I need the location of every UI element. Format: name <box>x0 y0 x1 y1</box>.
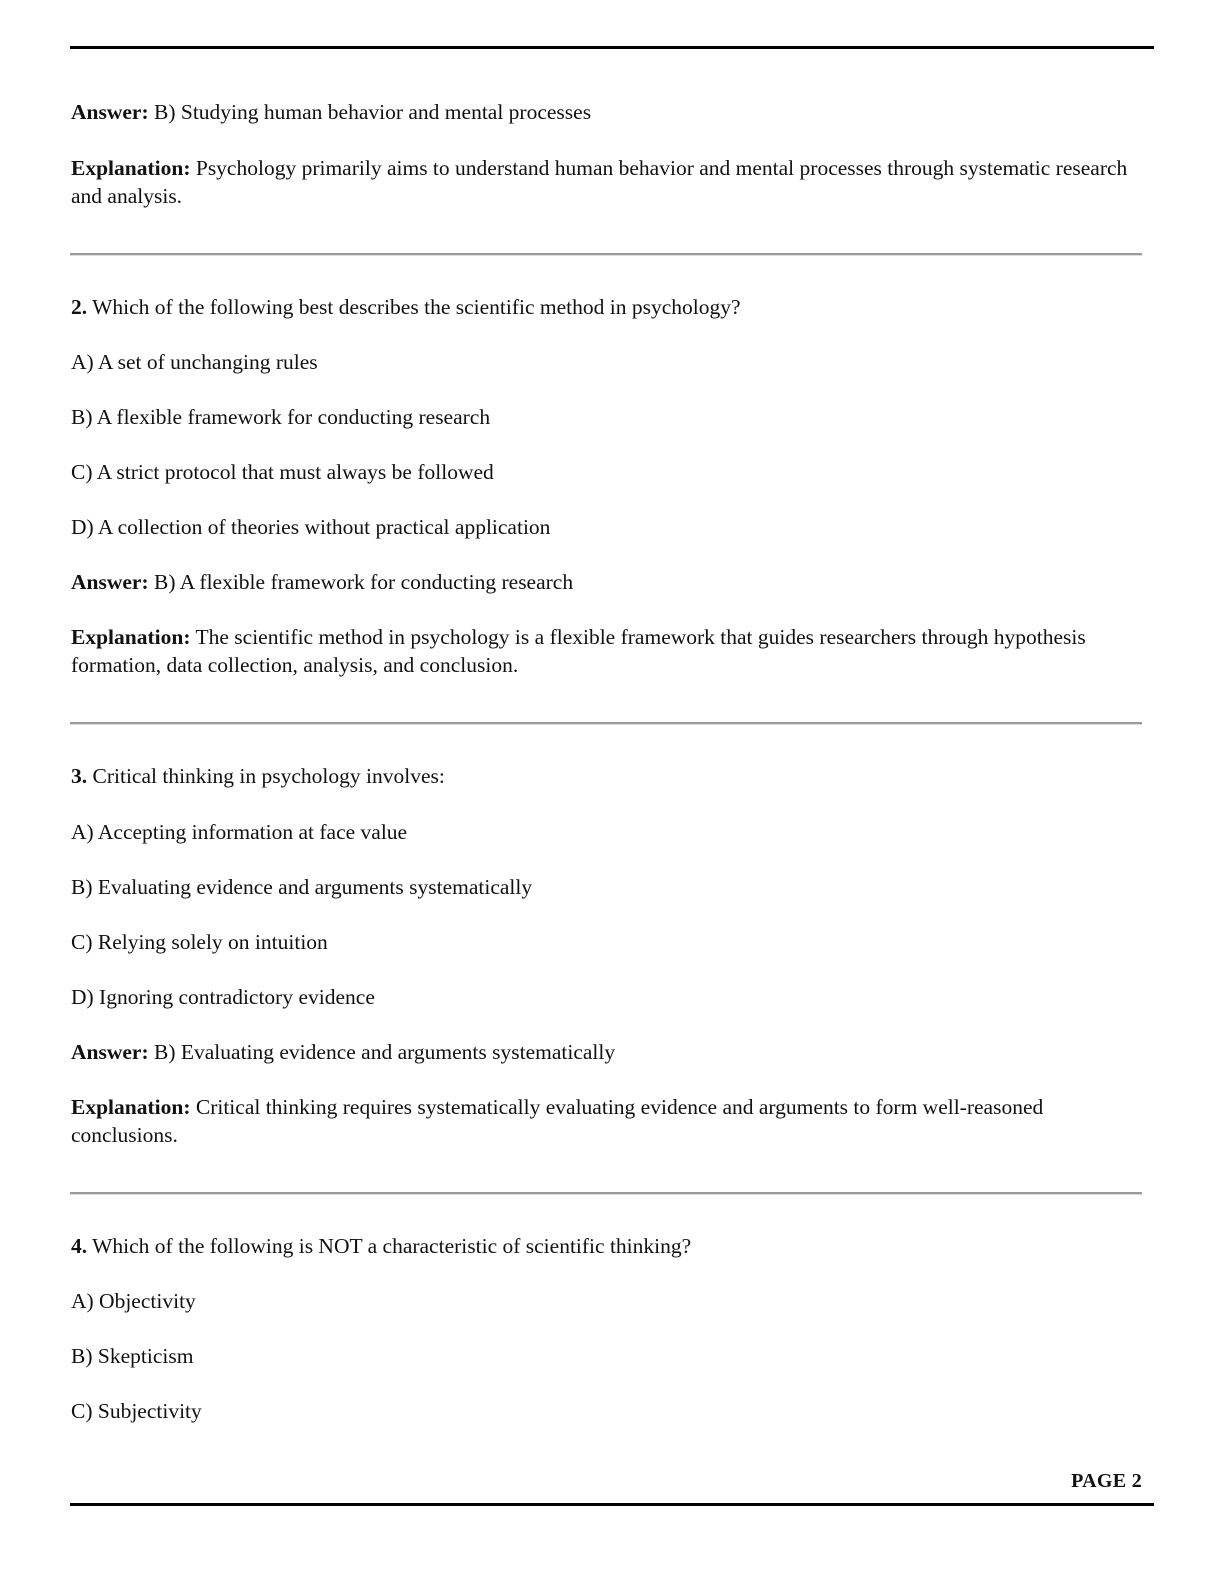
q2-explanation <box>71 623 1131 679</box>
explanation-label: Explanation: <box>71 1095 191 1119</box>
q2-explanation-text: The scientific method in psychology is a flexible framework that guides researchers through hypothesis formation, data collection, analysis, and conclusion. <box>71 625 1086 677</box>
q3-question-text: Critical thinking in psychology involves: <box>92 764 445 788</box>
answer-label: Answer: <box>71 100 149 124</box>
q3-explanation-text: Critical thinking requires systematically evaluating evidence and arguments to form well-reasoned conclusions. <box>71 1095 1044 1147</box>
page-number: PAGE 2 <box>1071 1470 1142 1492</box>
q4-option-a: A) Objectivity <box>71 1289 196 1313</box>
q4-option-c: C) Subjectivity <box>71 1399 202 1423</box>
section-divider <box>70 253 1142 256</box>
section-divider <box>70 1192 1142 1195</box>
q2-option-c: C) A strict protocol that must always be followed <box>71 460 494 484</box>
q2-option-b: B) A flexible framework for conducting research <box>71 405 491 429</box>
q2-answer <box>71 568 1151 596</box>
q1-answer <box>71 98 1151 126</box>
q2-question-text: Which of the following best describes the scientific method in psychology? <box>92 295 741 319</box>
explanation-label: Explanation: <box>71 156 191 180</box>
q4-question <box>71 1232 1151 1260</box>
q2-option-d: D) A collection of theories without practical application <box>71 515 551 539</box>
section-divider <box>70 722 1142 725</box>
q3-answer <box>71 1038 1151 1066</box>
explanation-label: Explanation: <box>71 625 191 649</box>
q1-explanation-text: Psychology primarily aims to understand human behavior and mental processes through systematic research and analysis. <box>71 156 1128 208</box>
q2-question <box>71 293 1151 321</box>
q3-option-d: D) Ignoring contradictory evidence <box>71 985 375 1009</box>
q1-explanation <box>71 154 1131 210</box>
q4-question-text: Which of the following is NOT a characteristic of scientific thinking? <box>92 1234 692 1258</box>
q4-number: 4. <box>71 1234 88 1258</box>
q3-option-a: A) Accepting information at face value <box>71 820 408 844</box>
q3-explanation <box>71 1093 1131 1149</box>
q2-option-a: A) A set of unchanging rules <box>71 350 318 374</box>
q3-option-c: C) Relying solely on intuition <box>71 930 328 954</box>
q3-option-b: B) Evaluating evidence and arguments systematically <box>71 875 533 899</box>
q2-answer-text: B) A flexible framework for conducting research <box>154 570 574 594</box>
q4-option-b: B) Skepticism <box>71 1344 194 1368</box>
answer-label: Answer: <box>71 570 149 594</box>
q2-number: 2. <box>71 295 88 319</box>
answer-label: Answer: <box>71 1040 149 1064</box>
header-rule <box>70 46 1154 49</box>
q3-question <box>71 762 1151 790</box>
footer-rule <box>70 1503 1154 1506</box>
q3-answer-text: B) Evaluating evidence and arguments systematically <box>154 1040 616 1064</box>
q1-answer-text: B) Studying human behavior and mental processes <box>154 100 592 124</box>
q3-number: 3. <box>71 764 88 788</box>
